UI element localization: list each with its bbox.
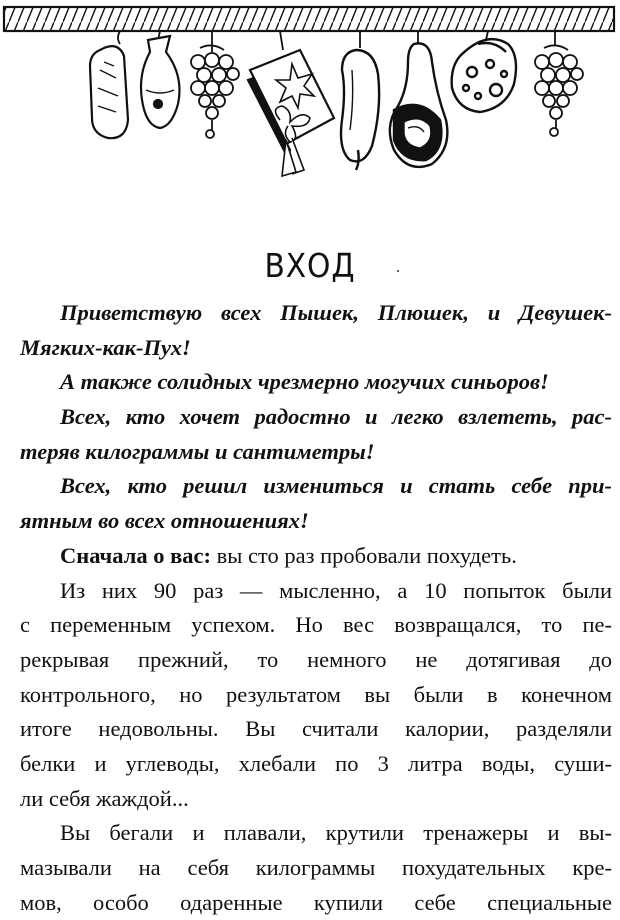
greeting-line: Мягких-как-Пух! bbox=[20, 334, 191, 360]
chapter-heading: ВХОД bbox=[264, 246, 356, 285]
rail-icon bbox=[4, 7, 614, 31]
paragraph-line: Вы бегали и плавали, крутили тренажеры и вы- bbox=[60, 820, 612, 846]
greeting-line: теряв килограммы и сантиметры! bbox=[20, 438, 375, 464]
paragraph-line: рекрывая прежний, то немного не дотягивая до bbox=[20, 646, 612, 672]
paragraph-line: белки и углеводы, хлебали по 3 литра воды, суши- bbox=[20, 750, 612, 776]
stray-dot bbox=[397, 270, 399, 272]
greeting-line: ятным во всех отношениях! bbox=[20, 508, 309, 534]
paragraph-1 bbox=[20, 574, 612, 817]
paragraph-line: Из них 90 раз — мысленно, а 10 попыток были bbox=[60, 577, 612, 603]
intro-line bbox=[20, 539, 612, 574]
paragraph-line: итоге недовольны. Вы считали калории, разделяли bbox=[20, 716, 612, 742]
ham-icon bbox=[390, 43, 448, 167]
greeting-line: Приветствую всех Пышек, Плюшек, и Девушек- bbox=[60, 300, 612, 325]
intro-rest: вы сто раз пробовали похудеть. bbox=[210, 542, 517, 568]
greeting-block bbox=[20, 296, 612, 539]
paragraph-2 bbox=[20, 816, 612, 920]
gift-box-icon bbox=[248, 50, 334, 176]
greeting-line: Всех, кто решил измениться и стать себе при- bbox=[60, 473, 612, 499]
intro-lead: Сначала о вас: bbox=[60, 542, 211, 568]
fish-icon bbox=[141, 36, 180, 128]
greeting-line: А также солидных чрезмерно могучих синьоров! bbox=[60, 369, 549, 395]
grapes-icon bbox=[191, 45, 239, 138]
paragraph-line: ли себя жаждой... bbox=[20, 785, 189, 811]
paragraph-line: мазывали на себя килограммы похудательных кре- bbox=[20, 855, 612, 880]
body-text bbox=[20, 296, 612, 920]
sausage-icon bbox=[341, 50, 379, 170]
paragraph-line: контрольного, но результатом вы были в конечном bbox=[20, 681, 612, 707]
paragraph-line: мов, особо одаренные купили себе специальные bbox=[20, 889, 612, 915]
grapes-icon bbox=[535, 45, 583, 136]
paragraph-line: с переменным успехом. Но вес возвращался, то пе- bbox=[20, 612, 612, 638]
greeting-line: Всех, кто хочет радостно и легко взлететь, рас- bbox=[60, 404, 612, 430]
cheese-icon bbox=[452, 39, 516, 112]
sausage-icon bbox=[90, 46, 128, 138]
hanging-food-illustration bbox=[0, 0, 620, 200]
